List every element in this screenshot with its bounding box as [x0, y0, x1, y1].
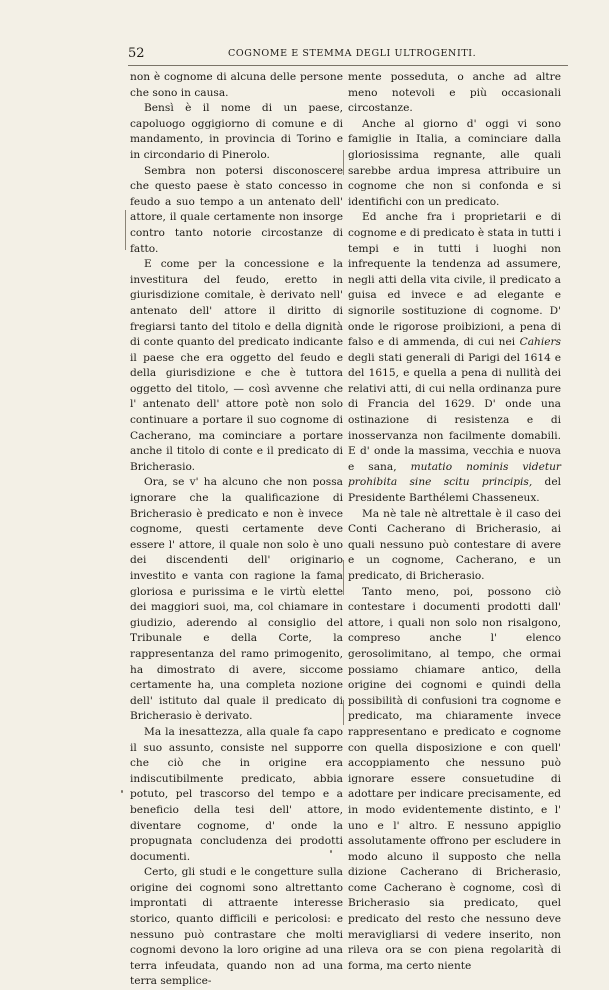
paragraph: Certo, gli studi e le congetture sulla origine dei cognomi sono altrettanto improntati di attraente interesse storico, quanto difficili e pericolosi: e nessuno può contrastare che molti cognomi devono la loro origine ad una terra infeudata, quando non ad una terra semplice-	[130, 866, 343, 988]
margin-mark	[343, 700, 344, 725]
right-column	[348, 70, 561, 974]
page-header	[128, 46, 568, 64]
paragraph: Tanto meno, poi, possono ciò contestare i documenti prodotti dall' attore, i quali non solo non risalgono, compreso anche l' elenco gerosolimitano, al tempo, che ormai possiamo chiamare antico, della origine dei cognomi e quindi della possibilità di confusioni tra cognome e predicato, ma chiaramente invece rappresentano e predicato e cognome con quella disposizione e con quell' accoppiamento che nessuno può ignorare essere consuetudine di adottare per indicare precisamente, ed in modo evidentemente distinto, e l' uno e l' altro. E nessuno appiglio assolutamente offrono per escludere in modo alcuno il supposto che nella dizione Cacherano di Bricherasio, come Cacherano è cognome, così di Bricherasio sia predicato, quel predicato del resto che nessuno deve meravigliarsi di vedere inserito, non rileva ora se con piena regolarità di forma, ma certo niente	[348, 585, 561, 972]
margin-mark	[125, 210, 126, 250]
paragraph: Anche al giorno d' oggi vi sono famiglie in Italia, a cominciare dalla gloriosissima regnante, alle quali sarebbe ardua impresa attribuire un cognome che non si confonda e si identifichi con un predicato.	[348, 117, 561, 208]
header-rule	[128, 65, 568, 66]
left-column	[130, 70, 343, 990]
text-run: del Presidente Barthélemi Chasseneux.	[348, 476, 561, 505]
text-run: degli stati generali di Parigi del 1614 e del 1615, e quella a pena di nullità dei relativi atti, di cui nella ordinanza pure di Francia del 1629. D' onde una ostinazione di resistenza e di inosservanza non facilmente domabili. E d' onde la massima, vecchia e nuova e sana,	[348, 351, 561, 473]
margin-mark	[343, 560, 344, 595]
italic-run: mutatio nominis videtur prohibita sine scitu principis,	[348, 460, 561, 489]
ink-speck	[121, 790, 123, 793]
paragraph: Sembra non potersi disconoscere che questo paese è stato concesso in feudo a suo tempo a un antenato dell' attore, il quale certamente non insorge contro tanto notorie circostanze di fatto.	[130, 164, 343, 255]
page-number: 52	[128, 46, 145, 61]
paragraph: non è cognome di alcuna delle persone che sono in causa.	[130, 71, 343, 99]
paragraph-rich	[348, 210, 561, 506]
paragraph: E come per la concessione e la investitura del feudo, eretto in giurisdizione comitale, è derivato nell' antenato dell' attore il diritto di fregiarsi tanto del titolo e della dignità di conte quanto del predicato indicante il paese che era oggetto del feudo e della giurisdizione e che è tuttora oggetto del titolo, — così avvenne che l' antenato dell' attore potè non solo continuare a portare il suo cognome di Cacherano, ma cominciare a portare anche il titolo di conte e il predicato di Bricherasio.	[130, 258, 343, 473]
paragraph: Ma la inesattezza, alla quale fa capo il suo assunto, consiste nel supporre che ciò che in origine era indiscutibilmente predicato, abbia potuto, pel trascorso del tempo e a beneficio della tesi dell' attore, diventare cognome, d' onde la propugnata concludenza dei prodotti documenti.	[130, 725, 343, 863]
paragraph: Ma nè tale nè altrettale è il caso dei Conti Cacherano di Bricherasio, ai quali nessuno può contestare di avere e un cognome, Cacherano, e un predicato, di Bricherasio.	[348, 507, 561, 582]
italic-run: Cahiers	[519, 336, 561, 349]
paragraph: Ora, se v' ha alcuno che non possa ignorare che la qualificazione di Bricherasio è predicato e non è invece cognome, questi certamente deve essere l' attore, il quale non solo è uno dei discendenti dell' originario investito e vanta con ragione la fama gloriosa e purissima e le virtù elette dei maggiori suoi, ma, col chiamare in giudizio, aderendo al consiglio del Tribunale e della Corte, la rappresentanza del ramo primogenito, ha dimostrato di avere, siccome certamente ha, una completa nozione dell' istituto dal quale il predicato di Bricherasio è derivato.	[130, 476, 343, 723]
text-run: Ed anche fra i proprietarii e di cognome e di predicato è stata in tutti i tempi e in tutti i luoghi non infrequente la tendenza ad assumere, negli atti della vita civile, il predicato a guisa ed invece e ad elegante e signorile sostituzione di cognome. D' onde le rigorose proibizioni, a pena di falso e di ammenda, di cui nei	[348, 211, 561, 349]
margin-mark	[343, 150, 344, 175]
paragraph: mente posseduta, o anche ad altre meno notevoli e più occasionali circostanze.	[348, 71, 561, 115]
paragraph: Bensì è il nome di un paese, capoluogo oggigiorno di comune e di mandamento, in provincia di Torino e in circondario di Pinerolo.	[130, 102, 343, 161]
running-title: COGNOME E STEMMA DEGLI ULTROGENITI.	[228, 48, 477, 59]
